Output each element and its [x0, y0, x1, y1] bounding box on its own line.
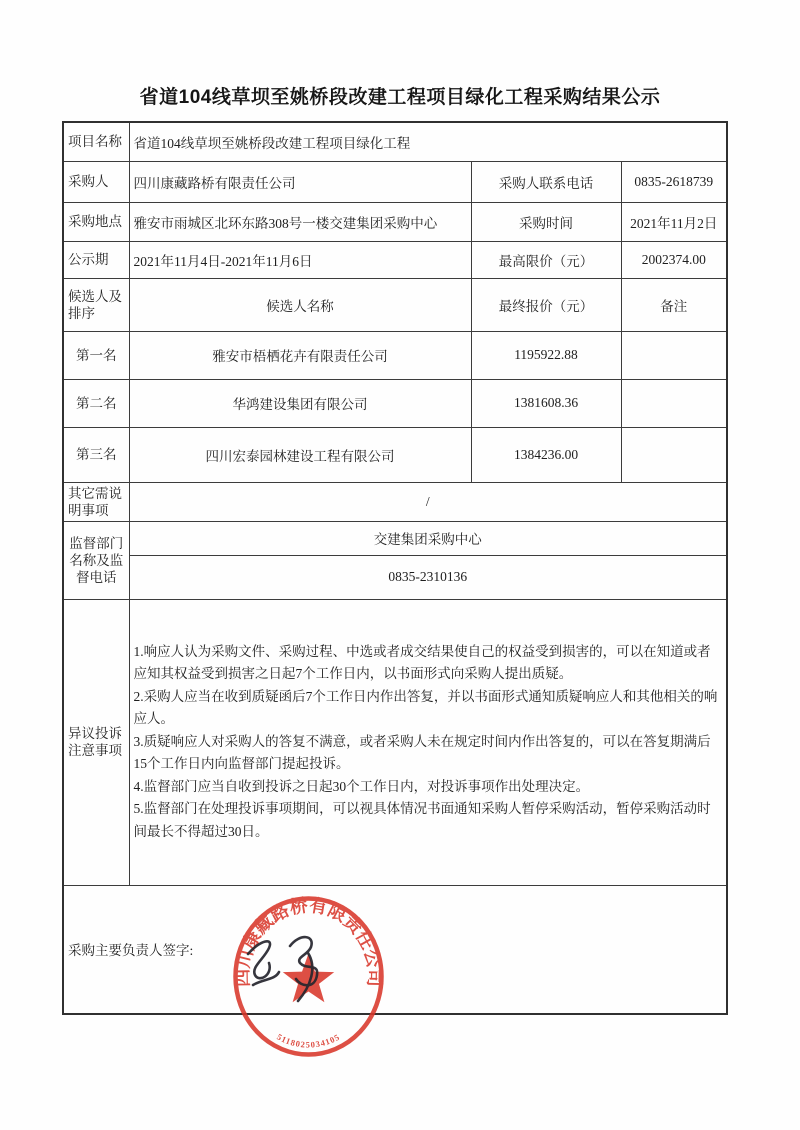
signature-cell [63, 885, 727, 1014]
purchaser-row [63, 161, 727, 202]
procurement-result-table [62, 121, 728, 1015]
rank-cell: 第一名 [63, 331, 129, 379]
purchaser-label: 采购人 [63, 161, 129, 202]
signature-scribble [238, 922, 353, 1007]
supervision-label: 监督部门名称及监督电话 [63, 521, 129, 599]
final-price-cell: 1384236.00 [471, 427, 621, 482]
objection-item-1: 1.响应人认为采购文件、采购过程、中选或者成交结果使自己的权益受到损害的，可以在知道或者应知其权益受到损害之日起7个工作日内，以书面形式向采购人提出质疑。 [133, 643, 711, 682]
max-price-value: 2002374.00 [621, 241, 727, 278]
final-price-cell: 1381608.36 [471, 379, 621, 427]
stamp-company-text: 四川康藏路桥有限责任公司 [232, 895, 385, 988]
candidate-name-cell: 华鸿建设集团有限公司 [129, 379, 471, 427]
objection-label: 异议投诉注意事项 [63, 599, 129, 885]
objection-item-4: 4.监督部门应当自收到投诉之日起30个工作日内，对投诉事项作出处理决定。 [133, 778, 590, 794]
objection-item-5: 5.监督部门在处理投诉事项期间，可以视具体情况书面通知采购人暂停采购活动，暂停采购活动时间最长不得超过30日。 [133, 801, 711, 839]
candidate-name-cell: 雅安市梧栖花卉有限责任公司 [129, 331, 471, 379]
max-price-label: 最高限价（元） [471, 241, 621, 278]
objection-row [63, 599, 727, 885]
note-header: 备注 [621, 278, 727, 331]
candidates-header-row [63, 278, 727, 331]
other-notes-value: / [129, 482, 727, 521]
page-title: 省道104线草坝至姚桥段改建工程项目绿化工程采购结果公示 [139, 87, 661, 108]
other-notes-row [63, 482, 727, 521]
supervision-department-value: 交建集团采购中心 [129, 521, 727, 555]
objection-content [129, 599, 727, 885]
project-name-label: 项目名称 [63, 122, 129, 161]
signature-label: 采购主要负责人签字: [68, 943, 194, 959]
purchaser-phone-value: 0835-2618739 [621, 161, 727, 202]
signature-row [63, 885, 727, 1014]
location-row [63, 202, 727, 241]
stamp-code-text: 5118025034105 [275, 1031, 342, 1050]
candidate-name-cell: 四川宏泰园林建设工程有限公司 [129, 427, 471, 482]
supervision-department-row [63, 521, 727, 555]
objection-item-2: 2.采购人应当在收到质疑函后7个工作日内作出答复，并以书面形式通知质疑响应人和其他相关的响应人。 [133, 688, 718, 727]
candidate-row-2 [63, 379, 727, 427]
objection-item-3: 3.质疑响应人对采购人的答复不满意，或者采购人未在规定时间内作出答复的，可以在答复期满后15个工作日内向监督部门提起投诉。 [133, 733, 711, 772]
final-price-cell: 1195922.88 [471, 331, 621, 379]
purchaser-value: 四川康藏路桥有限责任公司 [129, 161, 471, 202]
project-name-row [63, 122, 727, 161]
publicity-row [63, 241, 727, 278]
project-name-value: 省道104线草坝至姚桥段改建工程项目绿化工程 [129, 122, 727, 161]
note-cell [621, 379, 727, 427]
candidate-name-header: 候选人名称 [129, 278, 471, 331]
location-value: 雅安市雨城区北环东路308号一楼交建集团采购中心 [129, 202, 471, 241]
note-cell [621, 331, 727, 379]
note-cell [621, 427, 727, 482]
rank-cell: 第三名 [63, 427, 129, 482]
publicity-value: 2021年11月4日-2021年11月6日 [129, 241, 471, 278]
candidate-row-3 [63, 427, 727, 482]
location-label: 采购地点 [63, 202, 129, 241]
purchaser-phone-label: 采购人联系电话 [471, 161, 621, 202]
final-price-header: 最终报价（元） [471, 278, 621, 331]
candidate-row-1 [63, 331, 727, 379]
publicity-label: 公示期 [63, 241, 129, 278]
rank-cell: 第二名 [63, 379, 129, 427]
purchase-time-label: 采购时间 [471, 202, 621, 241]
other-notes-label: 其它需说明事项 [63, 482, 129, 521]
purchase-time-value: 2021年11月2日 [621, 202, 727, 241]
supervision-phone-value: 0835-2310136 [129, 555, 727, 599]
supervision-phone-row [63, 555, 727, 599]
rank-header: 候选人及排序 [63, 278, 129, 331]
